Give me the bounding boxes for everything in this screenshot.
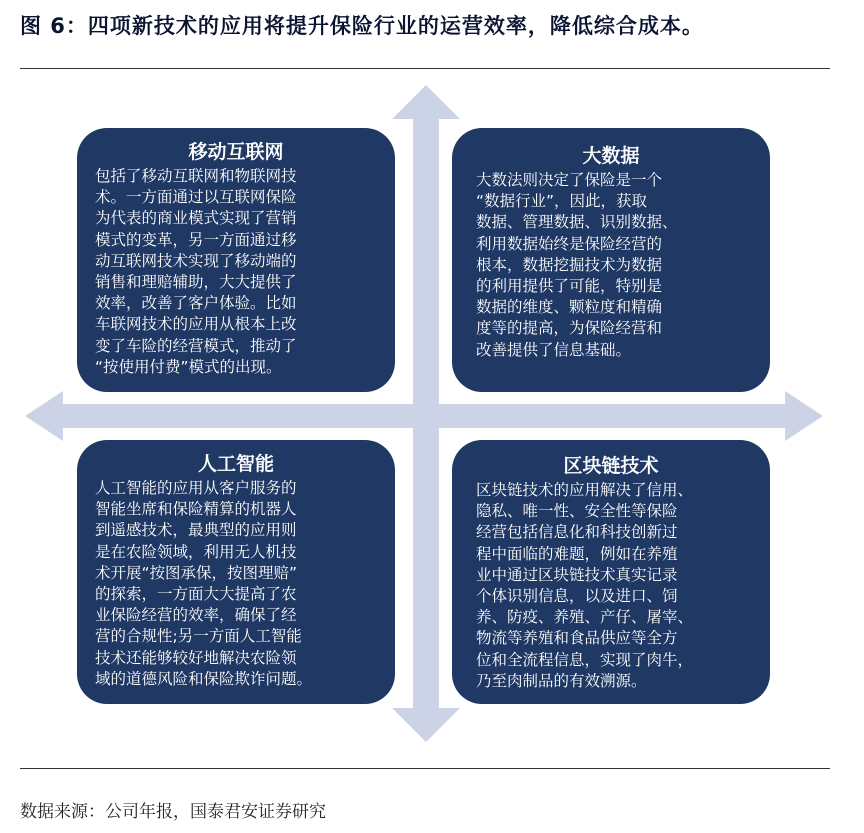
figure-title: 图 6：四项新技术的应用将提升保险行业的运营效率，降低综合成本。 xyxy=(20,14,704,38)
quadrant-body: 区块链技术的应用解决了信用、 隐私、唯一性、安全性等保险 经营包括信息化和科技创新过 程中面临的难题，例如在养殖 业中通过区块链技术真实记录 个体识别信息，以及进口、饲 养、防疫、养殖、产仔、屠宰、 物流等养殖和食品供应等全方 位和全流程信息，实现了肉牛， 乃至肉制品的有效溯源。 xyxy=(476,481,694,690)
quadrant-title: 移动互联网 xyxy=(188,141,284,163)
quadrant-blockchain xyxy=(452,440,770,704)
quadrant-mobile-internet xyxy=(77,128,395,392)
quadrant-body: 大数法则决定了保险是一个 “数据行业”，因此，获取 数据、管理数据、识别数据、 利用数据始终是保险经营的 根本，数据挖掘技术为数据 的利用提供了可能，特别是 数据的维度、颗粒度和精确 度等的提高，为保险经营和 改善提供了信息基础。 xyxy=(476,171,678,359)
quadrant-big-data xyxy=(452,128,770,392)
quadrant-body: 人工智能的应用从客户服务的 智能坐席和保险精算的机器人 到遥感技术，最典型的应用则 是在农险领域，利用无人机技 术开展“按图承保，按图理赔” 的探索，一方面大大提高了农 业保险经营的效率，确保了经 营的合规性;另一方面人工智能 技术还能够较好地解决农险领 域的道德风险和保险欺诈问题。 xyxy=(95,479,313,688)
quadrant-body: 包括了移动互联网和物联网技 术。一方面通过以互联网保险 为代表的商业模式实现了营销 模式的变革，另一方面通过移 动互联网技术实现了移动端的 销售和理赔辅助，大大提供了 效率，改善了客户体验。比如 车联网技术的应用从根本上改 变了车险的经营模式，推动了 “按使用付费”模式的出现。 xyxy=(95,167,297,376)
quadrant-artificial-intelligence xyxy=(77,440,395,704)
quadrant-title: 人工智能 xyxy=(197,453,274,475)
bottom-rule xyxy=(20,768,830,769)
quadrant-title: 大数据 xyxy=(582,145,640,167)
figure-source: 数据来源：公司年报，国泰君安证券研究 xyxy=(20,802,326,822)
quadrant-title: 区块链技术 xyxy=(563,455,659,477)
